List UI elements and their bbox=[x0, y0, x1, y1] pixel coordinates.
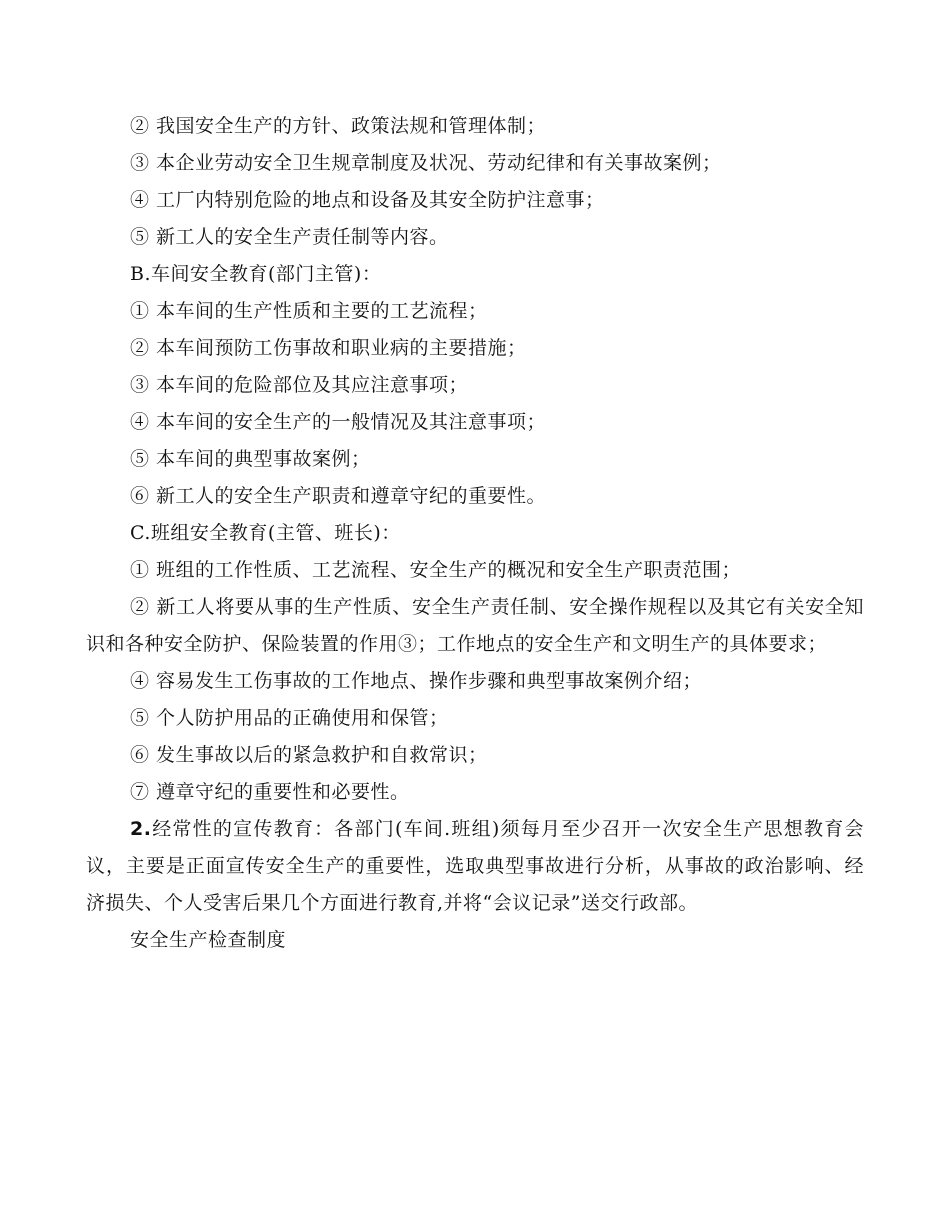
list-item: ② 我国安全生产的方针、政策法规和管理体制； bbox=[130, 115, 547, 137]
section-heading-c: C.班组安全教育(主管、班长)： bbox=[130, 522, 401, 544]
list-item: ④ 容易发生工伤事故的工作地点、操作步骤和典型事故案例介绍； bbox=[130, 670, 703, 692]
list-item: ② 本车间预防工伤事故和职业病的主要措施； bbox=[130, 337, 527, 359]
section-heading-b: B.车间安全教育(部门主管)： bbox=[130, 263, 382, 285]
list-item: ⑦ 遵章守纪的重要性和必要性。 bbox=[130, 781, 410, 803]
list-item-multiline: ② 新工人将要从事的生产性质、安全生产责任制、安全操作规程以及其它有关安全知识和各种安全防护、保险装置的作用③；工作地点的安全生产和文明生产的具体要求； bbox=[86, 596, 864, 655]
paragraph-regular-education bbox=[86, 811, 864, 922]
list-item: ⑤ 新工人的安全生产责任制等内容。 bbox=[130, 226, 449, 248]
list-item: ⑤ 个人防护用品的正确使用和保管； bbox=[130, 707, 449, 729]
list-item: ④ 工厂内特别危险的地点和设备及其安全防护注意事； bbox=[130, 189, 605, 211]
next-section-heading: 安全生产检查制度 bbox=[130, 929, 287, 951]
list-item: ③ 本企业劳动安全卫生规章制度及状况、劳动纪律和有关事故案例； bbox=[130, 152, 722, 174]
paragraph-number: 2. bbox=[130, 818, 152, 840]
list-item: ⑥ 新工人的安全生产职责和遵章守纪的重要性。 bbox=[130, 485, 547, 507]
list-item: ① 班组的工作性质、工艺流程、安全生产的概况和安全生产职责范围； bbox=[130, 559, 742, 581]
list-item: ⑤ 本车间的典型事故案例； bbox=[130, 448, 371, 470]
paragraph-text: 经常性的宣传教育：各部门(车间.班组)须每月至少召开一次安全生产思想教育会议，主要是正面宣传安全生产的重要性，选取典型事故进行分析，从事故的政治影响、经济损失、个人受害后果几个方面进行教育,并将“会议记录”送交行政部。 bbox=[86, 818, 864, 914]
list-item: ④ 本车间的安全生产的一般情况及其注意事项； bbox=[130, 411, 547, 433]
list-item: ① 本车间的生产性质和主要的工艺流程； bbox=[130, 300, 488, 322]
document-body bbox=[86, 108, 864, 959]
list-item: ③ 本车间的危险部位及其应注意事项； bbox=[130, 374, 469, 396]
list-item: ⑥ 发生事故以后的紧急救护和自救常识； bbox=[130, 744, 488, 766]
